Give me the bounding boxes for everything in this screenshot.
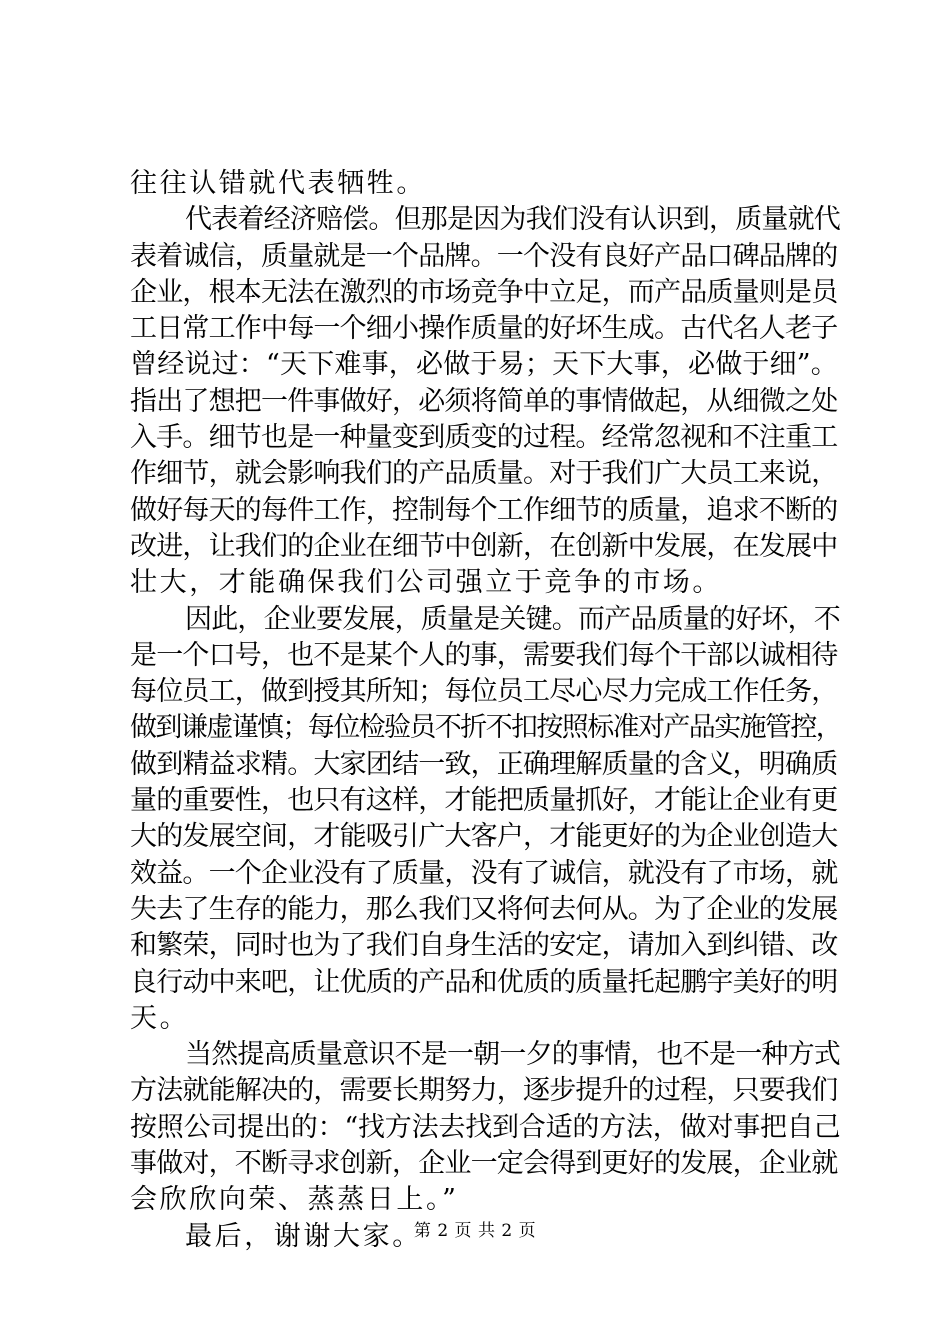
page-footer: 第 2 页 共 2 页 [413,1221,537,1241]
text-line: 做到谦虚谨慎；每位检验员不折不扣按照标准对产品实施管控， [130,712,842,744]
paragraph [130,1037,842,1218]
paragraph [130,202,842,601]
text-line: 和繁荣，同时也为了我们自身生活的安定，请加入到纠错、改 [130,930,838,962]
text-line: 良行动中来吧，让优质的产品和优质的质量托起鹏宇美好的明 [130,966,838,998]
text-line: 往往认错就代表牺牲。 [130,168,426,199]
text-line: 曾经说过：“天下难事，必做于易；天下大事，必做于细”。 [130,349,839,381]
paragraph [130,166,842,202]
text-line: 工日常工作中每一个细小操作质量的好坏生成。古代名人老子 [130,313,838,345]
text-line: 因此，企业要发展，质量是关键。而产品质量的好坏，不 [185,603,840,635]
document-body [130,166,842,1255]
text-line: 入手。细节也是一种量变到质变的过程。经常忽视和不注重工 [130,422,838,454]
text-line: 大的发展空间，才能吸引广大客户，才能更好的为企业创造大 [130,821,838,853]
text-line: 做到精益求精。大家团结一致，正确理解质量的含义，明确质 [130,748,838,780]
text-line: 效益。一个企业没有了质量，没有了诚信，就没有了市场，就 [130,857,838,889]
text-line: 天。 [130,1002,190,1034]
text-line: 作细节，就会影响我们的产品质量。对于我们广大员工来说， [130,458,838,490]
text-line: 每位员工，做到授其所知；每位员工尽心尽力完成工作任务， [130,676,838,708]
text-line: 事做对，不断寻求创新，企业一定会得到更好的发展，企业就 [130,1148,838,1180]
paragraph [130,602,842,1038]
text-line: 代表着经济赔偿。但那是因为我们没有认识到，质量就代 [185,204,840,236]
text-line: 会欣欣向荣、蒸蒸日上。” [130,1184,459,1216]
text-line: 是一个口号，也不是某个人的事，需要我们每个干部以诚相待 [130,639,838,671]
text-line: 改进，让我们的企业在细节中创新，在创新中发展，在发展中 [130,530,838,562]
text-line: 失去了生存的能力，那么我们又将何去何从。为了企业的发展 [130,893,838,925]
text-line: 做好每天的每件工作，控制每个工作细节的质量，追求不断的 [130,494,838,526]
text-line: 最后，谢谢大家。 [185,1220,422,1252]
text-line: 当然提高质量意识不是一朝一夕的事情，也不是一种方式 [185,1039,840,1071]
text-line: 企业，根本无法在激烈的市场竞争中立足，而产品质量则是员 [130,276,838,308]
text-line: 指出了想把一件事做好，必须将简单的事情做起，从细微之处 [130,385,838,417]
text-line: 壮大，才能确保我们公司强立于竞争的市场。 [130,567,722,599]
text-line: 方法就能解决的，需要长期努力，逐步提升的过程，只要我们 [130,1075,838,1107]
text-line: 表着诚信，质量就是一个品牌。一个没有良好产品口碑品牌的 [130,240,838,272]
text-line: 量的重要性，也只有这样，才能把质量抓好，才能让企业有更 [130,785,838,817]
text-line: 按照公司提出的：“找方法去找到合适的方法，做对事把自己 [130,1111,841,1143]
